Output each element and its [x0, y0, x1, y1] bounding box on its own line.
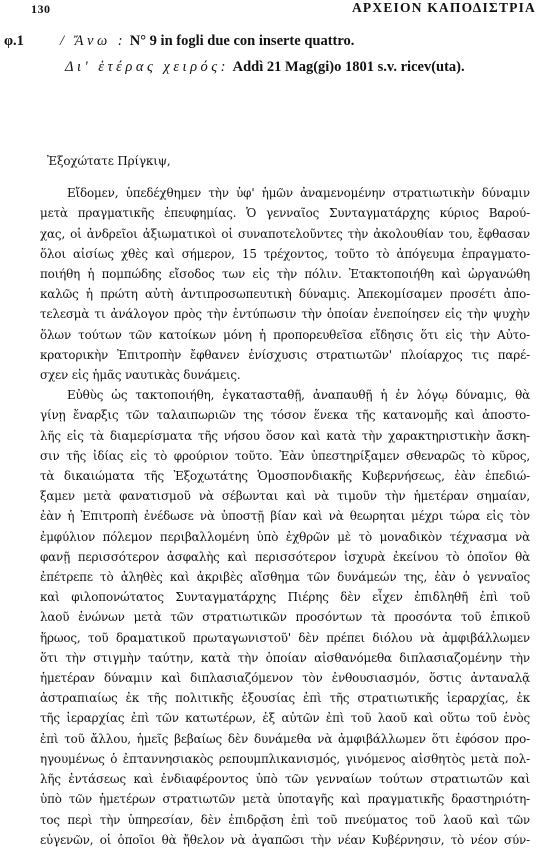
text-line: Εἴδομεν, ὑπεδέχθημεν τὴν ὑφ' ἡμῶν ἀναμενομένην στρατιωτικὴν δύναμιν: [67, 186, 530, 201]
archival-note-line-1: [0, 33, 550, 59]
text-line: τῆς ἱεραρχίας ἐπὶ τῶν κατωτέρων, ἐξ αὐτῶν ἐπὶ τοῦ λαοῦ καὶ οὕτω τοῦ ἑνὸς: [40, 711, 530, 726]
archival-note: [0, 33, 550, 85]
text-line: λῆς εἰς τὰ διαμερίσματα τῆς νήσου ὅσον καὶ κατὰ τὴν χαρακτηριστικὴν ἄσκη-: [40, 428, 530, 443]
text-line: ἐπέτρεπε τὸ ἀληθὲς καὶ ἀκριβὲς αἴσθημα τῶν δυνάμεών της, ἐὰν ὁ γενναῖος: [40, 570, 530, 585]
archival-note-line-2: [0, 59, 550, 85]
text-line: ποιήθη ἡ πομπώδης εἴσοδος των εἰς τὴν πόλιν. Ἐτακτοποιήθη καὶ ὠργανώθη: [40, 267, 530, 282]
salutation: Ἐξοχώτατε Πρίγκιψ,: [47, 154, 171, 168]
text-line: καλῶς ἡ πρώτη αὐτὴ ἀντιπροσωπευτικὴ δύναμις. Ἀπεκομίσαμεν προσέτι ἀπο-: [40, 287, 530, 302]
text-line: εὐγενῶν, οἱ ὁποῖοι θὰ ἤθελον νὰ ἀγαπῶσι τὴν νέαν Κυβέρνησιν, τὸ νέον σύν-: [40, 832, 530, 847]
running-title: ΑΡΧΕΙΟΝ ΚΑΠΟΔΙΣΤΡΙΑ: [351, 0, 536, 15]
text-line: ὑπὸ τῶν ἡμετέρων στρατιωτῶν μετὰ ὑποταγῆς καὶ πραγματικῆς δραστηριότη-: [40, 792, 530, 807]
text-line: ἐπὶ τοῦ ἄλλου, ἡμεῖς βεβαίως δὲν δυνάμεθα νὰ ἀμφιβάλλωμεν ὅτι ἐφόσον προ-: [40, 731, 530, 746]
text-line: μετὰ πραγματικῆς ἐπευφημίας. Ὁ γενναῖος Συνταγματάρχης κύριος Βαρού-: [40, 206, 530, 221]
text-line: ὅλων τούτων τῶν κατοίκων μόνη ἡ προπορευθεῖσα εἴδησις ὅτι εἰς τὴν Αὐτο-: [40, 327, 530, 342]
text-line: τος περὶ τὴν ὑπηρεσίαν, δὲν ἐπιδρᾷση ἐπὶ τοῦ πνεύματος τοῦ λαοῦ καὶ τῶν: [40, 812, 530, 827]
text-line: ἥρωος, τοῦ δραματικοῦ πρωταγωνιστοῦ' δὲν πρέπει διόλου νὰ ἀμφιβάλλωμεν: [40, 630, 530, 645]
text-line: λῆς ἐντάσεως καὶ ἐνδιαφέροντος ὑπὸ τῶν γενναίων τούτων στρατιωτῶν καὶ: [40, 772, 530, 787]
text-line: ἡμετέραν δύναμιν καὶ διπλασιαζόμενον τὸν ἐνθουσιασμόν, ὅστις ἀνταναλᾷ: [40, 671, 530, 686]
folio-reference: φ.1: [4, 33, 24, 49]
text-line: Εὐθὺς ὡς τακτοποιήθη, ἐγκατασταθῇ, ἀναπαυθῇ ἡ ἐν λόγῳ δύναμις, θὰ: [67, 388, 530, 403]
text-line: ἐὰν ἡ Ἐπιτροπὴ ἐνέδωσε νὰ ὑποστῇ βίαν καὶ νὰ θεωρηται μέχρι τώρα εἰς τὸν: [40, 509, 530, 524]
text-line: ὅλοι αἰσίως χθὲς καὶ σήμερον, 15 τρέχοντος, τοῦτο τὸ ἀπόγευμα ἐπραγματο-: [40, 246, 530, 261]
letter-text: [40, 183, 530, 850]
note-prefix: Δι' ἑτέρας χειρός:: [65, 59, 230, 75]
text-line: λαοῦ ἑνώνων μετὰ τῶν στρατιωτικῶν προσόντων τὰ προσόντα τοῦ ἐπικοῦ: [40, 610, 530, 625]
note-text: Addì 21 Mag(gi)o 1801 s.v. ricev(uta).: [232, 59, 465, 75]
text-line: σιν τῆς ἰδίας εἰς τὸ φρούριον τοῦτο. Ἐὰν ὑπεστηρίξαμεν σθεναρῶς τὸ κῦρος,: [40, 448, 530, 463]
text-line: ξαμεν μετὰ φανατισμοῦ νὰ σέβωνται καὶ νὰ τιμοῦν τὴν ἡμετέραν σημαίαν,: [40, 489, 530, 504]
text-line: κρατορικὴν Ἐπιτροπὴν ἔφθανεν ἐνίσχυσις στρατιωτῶν' πλοίαρχος τις παρέ-: [40, 347, 530, 362]
text-line: σχεν εἰς ἡμᾶς ναυτικὰς δυνάμεις.: [40, 368, 241, 383]
text-line: χας, οἱ ἀνδρεῖοι ἀξιωματικοὶ οἱ συναποτελοῦντες τὴν ἀκολουθίαν του, ἔφθασαν: [40, 226, 530, 241]
text-line: ἐμφύλιον πόλεμον περιβαλλομένη ὑπὸ ἐχθρῶν μὲ τὸ μοναδικὸν τέχνασμα νὰ: [40, 529, 530, 544]
text-line: φανῇ περισσότερον ἀσφαλὴς καὶ περισσότερον ἰσχυρὰ ἐκείνου τὸ ὁποῖον θὰ: [40, 549, 530, 564]
text-line: γίνῃ ἔναρξις τῶν ταλαιπωριῶν της τόσον ἕνεκα τῆς κατανομῆς καὶ ἀποστο-: [40, 408, 530, 423]
text-line: ἀστραπιαίως ἐκ τῆς πολιτικῆς ἐξουσίας ἐπὶ τῆς στρατιωτικῆς ἱεραρχίας, ἐκ: [40, 691, 530, 706]
text-line: ὅτι τὴν στιγμὴν ταύτην, κατὰ τὴν ὁποίαν αἰσθανόμεθα διπλασιαζομένην τὴν: [40, 650, 530, 665]
note-prefix: / Ἄνω :: [60, 33, 127, 49]
letter-body: [40, 151, 530, 850]
text-line: τὰ δικαιώματα τῆς Ἐξοχωτάτης Ὁμοσπονδιακῆς Κυβερνήσεως, ἐὰν ἐπεδιώ-: [40, 469, 530, 484]
note-text: N° 9 in fogli due con inserte quattro.: [129, 33, 355, 49]
text-line: ηγουμένως ὁ ἐπταννησιακὸς ρεπουμπλικανισμός, γινόμενος αἰσθητὸς μετὰ πολ-: [40, 751, 530, 766]
page-number: 130: [31, 2, 51, 16]
text-line: καὶ φιλοπονώτατος Συνταγματάρχης Πιέρης δὲν εἶχεν ἐπιδληθῆ ἐπὶ τοῦ: [40, 590, 530, 605]
text-line: τελεσμὰ τι ἀνάλογον πρὸς τὴν ἐντύπωσιν τὴν ὁποίαν ἐνεποίησεν εἰς τὴν ψυχὴν: [40, 307, 530, 322]
